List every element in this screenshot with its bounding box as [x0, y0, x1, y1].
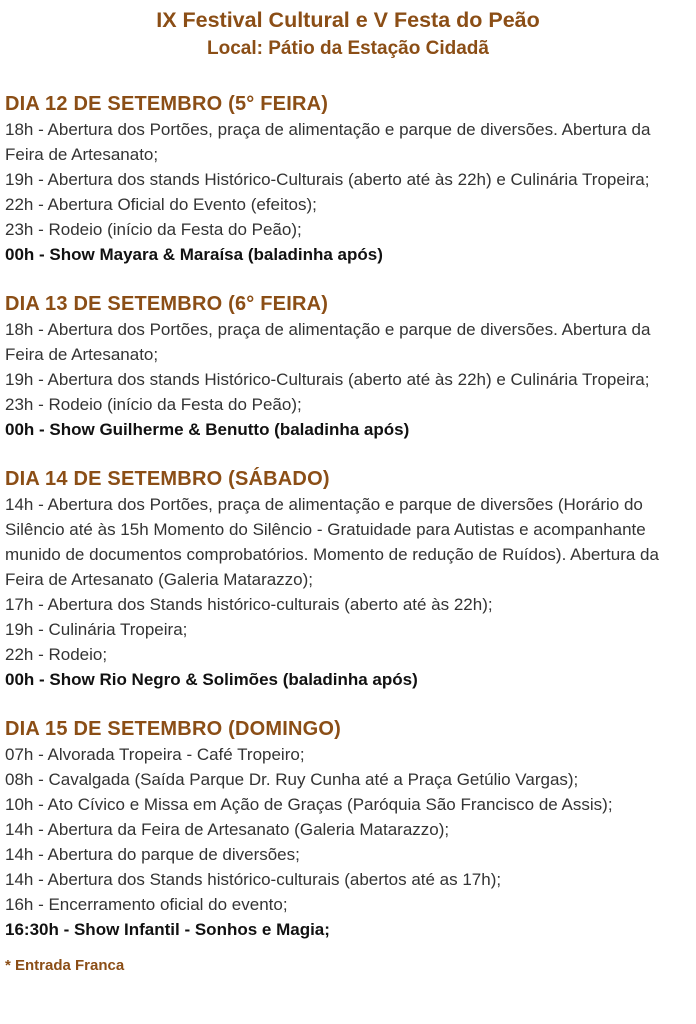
schedule-item: 22h - Abertura Oficial do Evento (efeitos);	[5, 195, 317, 214]
day-heading: DIA 12 DE SETEMBRO (5° FEIRA)	[5, 93, 329, 115]
schedule-item: 23h - Rodeio (início da Festa do Peão);	[5, 220, 302, 239]
day-items	[5, 492, 691, 692]
schedule-item: 14h - Abertura do parque de diversões;	[5, 845, 300, 864]
day-heading: DIA 13 DE SETEMBRO (6° FEIRA)	[5, 293, 329, 315]
schedule-item: 08h - Cavalgada (Saída Parque Dr. Ruy Cunha até a Praça Getúlio Vargas);	[5, 770, 579, 789]
footer-note: * Entrada Franca	[5, 957, 125, 974]
schedule-item: 00h - Show Mayara & Maraísa (baladinha após)	[5, 245, 383, 264]
schedule-item: 19h - Culinária Tropeira;	[5, 620, 188, 639]
day-items	[5, 117, 691, 267]
day-section	[5, 716, 691, 942]
schedule-item: 19h - Abertura dos stands Histórico-Culturais (aberto até às 22h) e Culinária Tropeira;	[5, 170, 650, 189]
schedule-item: 00h - Show Rio Negro & Solimões (baladinha após)	[5, 670, 418, 689]
day-section	[5, 466, 691, 692]
schedule-item: 19h - Abertura dos stands Histórico-Culturais (aberto até às 22h) e Culinária Tropeira;	[5, 370, 650, 389]
day-items	[5, 742, 691, 942]
day-section	[5, 91, 691, 267]
schedule-sections	[5, 91, 691, 942]
page-subtitle: Local: Pátio da Estação Cidadã	[207, 38, 489, 59]
schedule-item: 16:30h - Show Infantil - Sonhos e Magia;	[5, 920, 330, 939]
schedule-item: 22h - Rodeio;	[5, 645, 108, 664]
schedule-item: 16h - Encerramento oficial do evento;	[5, 895, 288, 914]
day-heading: DIA 15 DE SETEMBRO (DOMINGO)	[5, 718, 341, 740]
day-heading: DIA 14 DE SETEMBRO (SÁBADO)	[5, 468, 330, 490]
schedule-item: 23h - Rodeio (início da Festa do Peão);	[5, 395, 302, 414]
day-items	[5, 317, 691, 442]
schedule-item: 14h - Abertura dos Stands histórico-culturais (abertos até as 17h);	[5, 870, 502, 889]
schedule-item: 17h - Abertura dos Stands histórico-culturais (aberto até às 22h);	[5, 595, 493, 614]
schedule-item: 07h - Alvorada Tropeira - Café Tropeiro;	[5, 745, 305, 764]
schedule-item: 10h - Ato Cívico e Missa em Ação de Graças (Paróquia São Francisco de Assis);	[5, 795, 613, 814]
schedule-item: 00h - Show Guilherme & Benutto (baladinha após)	[5, 420, 410, 439]
schedule-item: 14h - Abertura da Feira de Artesanato (Galeria Matarazzo);	[5, 820, 450, 839]
schedule-item: 18h - Abertura dos Portões, praça de alimentação e parque de diversões. Abertura da Feira de Artesanato;	[5, 320, 651, 364]
schedule-item: 14h - Abertura dos Portões, praça de alimentação e parque de diversões (Horário do Silêncio até às 15h Momento do Silêncio - Gratuidade para Autistas e acompanhante munido de documentos comprobatórios. Momento de redução de Ruídos). Abertura da Feira de Artesanato (Galeria Matarazzo);	[5, 495, 659, 589]
schedule-item: 18h - Abertura dos Portões, praça de alimentação e parque de diversões. Abertura da Feira de Artesanato;	[5, 120, 651, 164]
day-section	[5, 291, 691, 442]
page-title: IX Festival Cultural e V Festa do Peão	[156, 8, 540, 32]
